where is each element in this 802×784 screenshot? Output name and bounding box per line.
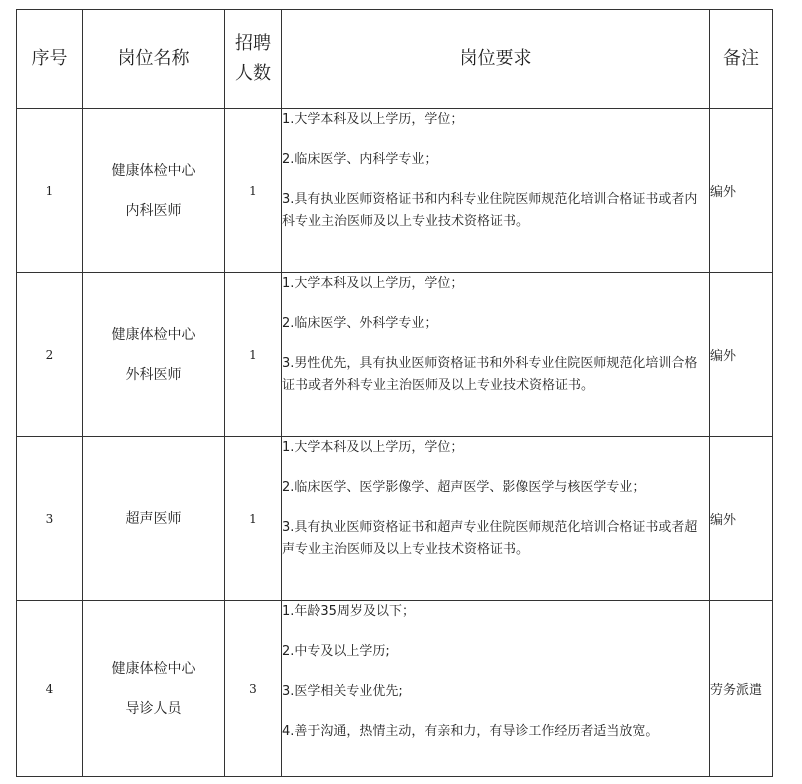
header-index: 序号 xyxy=(17,10,83,109)
row-count: 1 xyxy=(225,273,282,437)
requirement-item: 2.临床医学、外科学专业； xyxy=(282,316,438,331)
table-row xyxy=(17,437,773,601)
row-requirements xyxy=(282,273,710,437)
requirement-item: 1.年龄35周岁及以下； xyxy=(282,604,415,619)
row-position-line2: 外科医师 xyxy=(125,366,182,383)
row-note: 编外 xyxy=(710,437,773,601)
table-row xyxy=(17,601,773,777)
row-position xyxy=(83,273,225,437)
row-note: 劳务派遣 xyxy=(710,601,773,777)
header-position: 岗位名称 xyxy=(83,10,225,109)
row-position xyxy=(83,601,225,777)
row-requirements xyxy=(282,109,710,273)
requirement-item: 3.医学相关专业优先; xyxy=(282,684,403,699)
table-row xyxy=(17,273,773,437)
requirement-item: 2.临床医学、内科学专业； xyxy=(282,152,438,167)
row-position-line1: 健康体检中心 xyxy=(111,326,196,343)
row-position xyxy=(83,109,225,273)
requirement-item: 2.中专及以上学历; xyxy=(282,644,390,659)
row-position-line2: 导诊人员 xyxy=(125,700,182,717)
header-count xyxy=(225,10,282,109)
row-index: 1 xyxy=(17,109,83,273)
row-requirements xyxy=(282,601,710,777)
requirement-item: 2.临床医学、医学影像学、超声医学、影像医学与核医学专业； xyxy=(282,480,646,495)
header-requirements: 岗位要求 xyxy=(282,10,710,109)
recruitment-table xyxy=(16,9,773,777)
row-position-line1: 超声医师 xyxy=(125,510,182,527)
header-note: 备注 xyxy=(710,10,773,109)
requirement-item: 1.大学本科及以上学历，学位； xyxy=(282,276,464,291)
requirement-item: 3.具有执业医师资格证书和内科专业住院医师规范化培训合格证书或者内科专业主治医师及以上专业技术资格证书。 xyxy=(282,192,698,229)
header-row xyxy=(17,10,773,109)
row-index: 3 xyxy=(17,437,83,601)
row-position-line1: 健康体检中心 xyxy=(111,162,196,179)
requirement-item: 4.善于沟通，热情主动，有亲和力，有导诊工作经历者适当放宽。 xyxy=(282,724,659,739)
header-count-line1: 招聘 xyxy=(235,33,271,54)
requirement-item: 3.具有执业医师资格证书和超声专业住院医师规范化培训合格证书或者超声专业主治医师及以上专业技术资格证书。 xyxy=(282,520,698,557)
row-position-line2: 内科医师 xyxy=(125,202,182,219)
row-count: 3 xyxy=(225,601,282,777)
row-count: 1 xyxy=(225,109,282,273)
row-index: 2 xyxy=(17,273,83,437)
requirement-item: 1.大学本科及以上学历，学位； xyxy=(282,112,464,127)
row-position xyxy=(83,437,225,601)
row-position-line1: 健康体检中心 xyxy=(111,660,196,677)
row-note: 编外 xyxy=(710,273,773,437)
row-count: 1 xyxy=(225,437,282,601)
row-requirements xyxy=(282,437,710,601)
requirement-item: 3.男性优先，具有执业医师资格证书和外科专业住院医师规范化培训合格证书或者外科专业主治医师及以上专业技术资格证书。 xyxy=(282,356,698,393)
row-index: 4 xyxy=(17,601,83,777)
header-count-line2: 人数 xyxy=(235,63,271,84)
requirement-item: 1.大学本科及以上学历，学位； xyxy=(282,440,464,455)
row-note: 编外 xyxy=(710,109,773,273)
table-row xyxy=(17,109,773,273)
